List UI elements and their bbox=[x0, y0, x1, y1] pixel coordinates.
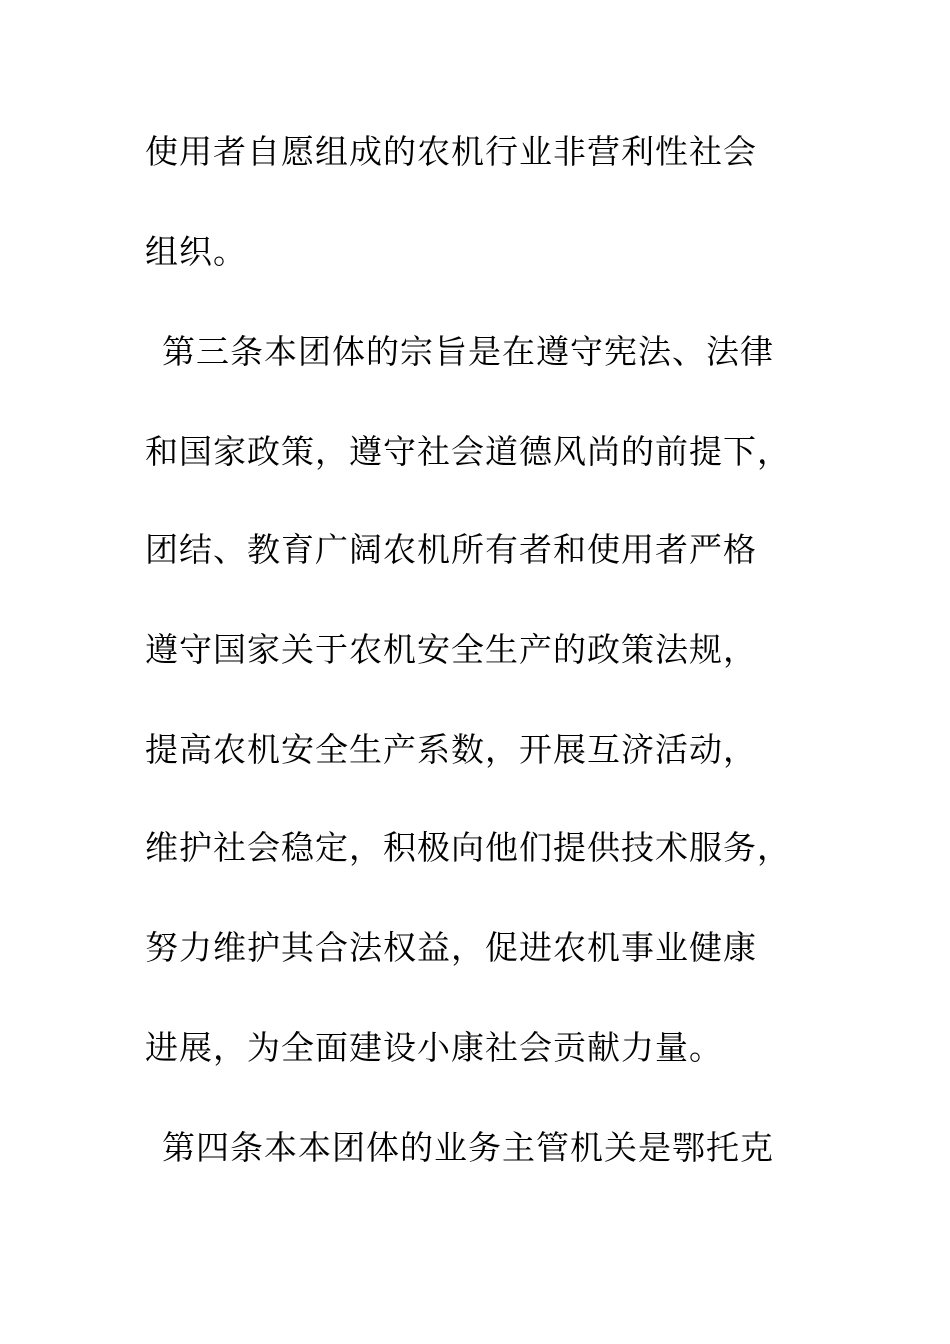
text-line: 使用者自愿组成的农机行业非营利性社会 bbox=[145, 132, 757, 171]
text-line: 遵守国家关于农机安全生产的政策法规， bbox=[145, 630, 757, 669]
text-line: 组织。 bbox=[145, 232, 247, 271]
article-3-start: 第三条本团体的宗旨是在遵守宪法、法律 bbox=[162, 332, 774, 371]
text-line: 进展，为全面建设小康社会贡献力量。 bbox=[145, 1028, 723, 1067]
text-line: 团结、教育广阔农机所有者和使用者严格 bbox=[145, 530, 757, 569]
text-line: 努力维护其合法权益，促进农机事业健康 bbox=[145, 928, 757, 967]
text-line: 提高农机安全生产系数，开展互济活动， bbox=[145, 730, 757, 769]
article-4-start: 第四条本本团体的业务主管机关是鄂托克 bbox=[162, 1128, 774, 1167]
text-line: 和国家政策，遵守社会道德风尚的前提下， bbox=[145, 432, 791, 471]
text-line: 维护社会稳定，积极向他们提供技术服务， bbox=[145, 828, 791, 867]
